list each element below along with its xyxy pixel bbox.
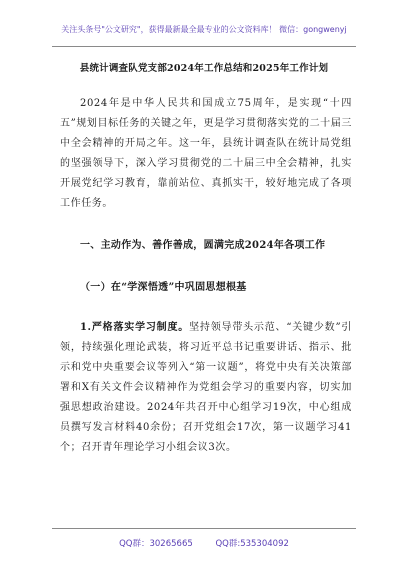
header-note: 关注头条号"公文研究"，获得最新最全最专业的公文资料库！ 微信：gongwenyj bbox=[61, 25, 347, 34]
document-title: 县统计调查队党支部2024年工作总结和2025年工作计划 bbox=[79, 63, 329, 74]
footer-divider bbox=[52, 528, 356, 529]
footer-qq-group-2: QQ群:535304092 bbox=[215, 539, 289, 549]
item-body: 坚持领导带头示范、“关键少数”引领，持续强化理论武装，将习近平总书记重要讲话、指示、批示和党中央重要会议等列入“第一议题”，将党中央有关决策部署和X有关文件会议精神作为党组会学习的重要内容，切实加强思想政治建设。2024年共召开中心组学习19次，中心组成员撰写发言材料40余份；召开党组会17次，第一议题学习41个；召开青年理论学习小组会议3次。 bbox=[60, 322, 352, 453]
header-divider bbox=[52, 46, 356, 47]
footer-qq-group-1: QQ群：30265665 bbox=[119, 539, 193, 549]
item-lead: 1.严格落实学习制度。 bbox=[80, 322, 190, 333]
intro-paragraph: 2024年是中华人民共和国成立75周年，是实现“十四五”规划目标任务的关键之年，更是学习贯彻落实党的二十届三中全会精神的开局之年。这一年，县统计调查队在统计局党组的坚强领导下，深入学习贯彻党的二十届三中全会精神，扎实开展党纪学习教育，靠前站位、真抓实干，较好地完成了各项工作任务。 bbox=[60, 98, 352, 209]
item-paragraph bbox=[60, 318, 352, 458]
footer-contacts bbox=[0, 537, 408, 549]
section-heading: 一、主动作为、善作善成，圆满完成2024年各项工作 bbox=[80, 240, 326, 251]
subsection-heading: （一）在“学深悟透”中巩固思想根基 bbox=[80, 282, 247, 293]
